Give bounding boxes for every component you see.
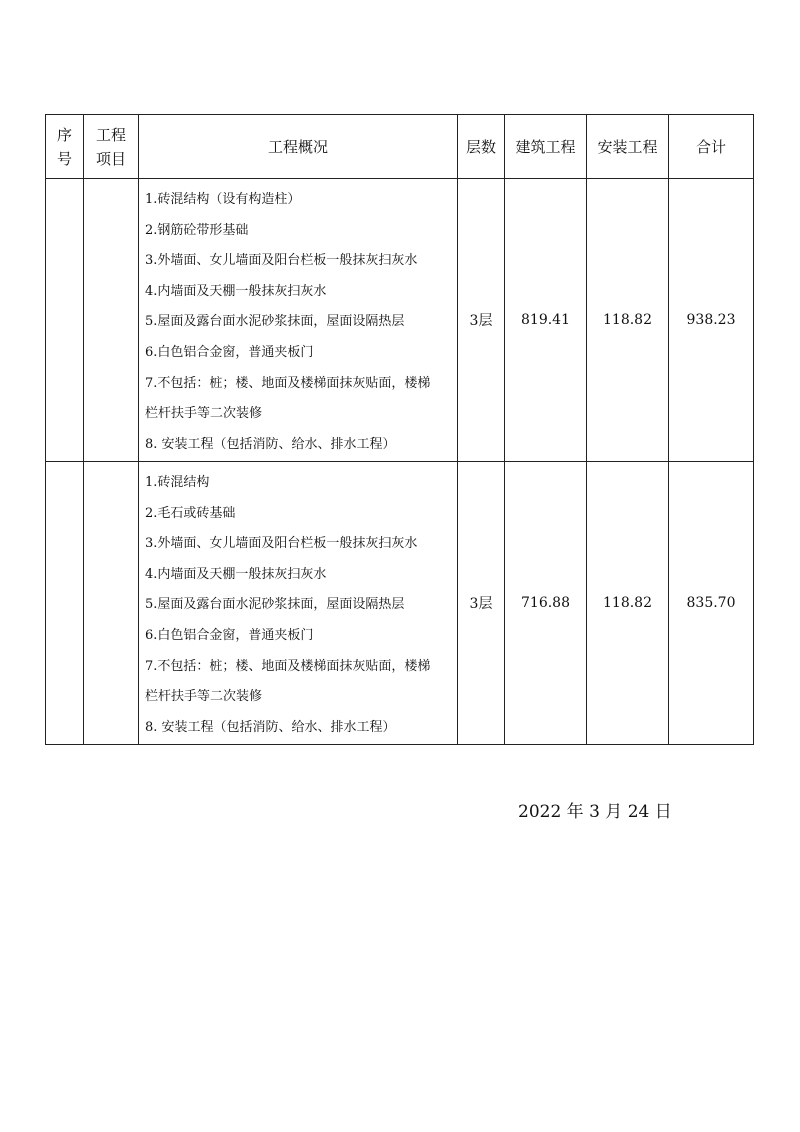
cell-construction: 819.41 [505,179,587,462]
header-floors: 层数 [458,115,505,179]
header-seq-line-1: 序 [56,125,72,144]
overview-line: 8. 安装工程（包括消防、给水、排水工程） [145,719,396,735]
overview-line: 1.砖混结构 [145,475,210,490]
header-item-line-1: 工程 [95,125,126,144]
document-date: 2022 年 3 月 24 日 [518,802,672,822]
overview-line: 3.外墙面、女儿墙面及阳台栏板一般抹灰扫灰水 [145,253,418,269]
cell-installation: 118.82 [587,179,669,462]
overview-line: 7.不包括：桩；楼、地面及楼梯面抹灰贴面，楼梯 [145,658,431,674]
cell-floors: 3层 [458,179,505,462]
cell-total: 938.23 [669,179,754,462]
overview-line: 栏杆扶手等二次装修 [145,689,263,705]
header-overview: 工程概况 [139,115,458,179]
header-construction: 建筑工程 [505,115,587,179]
overview-line: 2.毛石或砖基础 [145,505,236,521]
cell-construction: 716.88 [505,462,587,745]
overview-line: 8. 安装工程（包括消防、给水、排水工程） [145,436,396,452]
cell-overview [139,462,458,745]
overview-line: 3.外墙面、女儿墙面及阳台栏板一般抹灰扫灰水 [145,536,418,552]
cell-installation: 118.82 [587,462,669,745]
overview-line: 6.白色铝合金窗，普通夹板门 [145,344,314,360]
overview-line: 4.内墙面及天棚一般抹灰扫灰水 [145,566,327,582]
cell-seq [46,462,84,745]
overview-line: 1.砖混结构（设有构造柱） [145,192,301,207]
overview-line: 2.钢筋砼带形基础 [145,222,249,238]
overview-line: 栏杆扶手等二次装修 [145,406,263,422]
overview-line: 6.白色铝合金窗，普通夹板门 [145,627,314,643]
cell-overview [139,179,458,462]
overview-line: 5.屋面及露台面水泥砂浆抹面，屋面设隔热层 [145,314,405,330]
table-row [46,179,754,462]
header-item-line-2: 项目 [95,149,126,168]
header-installation: 安装工程 [587,115,669,179]
header-seq-line-2: 号 [56,149,72,168]
header-row [46,115,754,179]
cell-total: 835.70 [669,462,754,745]
table-row [46,462,754,745]
overview-line: 5.屋面及露台面水泥砂浆抹面，屋面设隔热层 [145,597,405,613]
cell-seq [46,179,84,462]
overview-line: 4.内墙面及天棚一般抹灰扫灰水 [145,283,327,299]
project-table [45,114,754,745]
cell-item [84,179,139,462]
header-total: 合计 [669,115,754,179]
cell-floors: 3层 [458,462,505,745]
header-seq [46,115,84,179]
header-item [84,115,139,179]
overview-line: 7.不包括：桩；楼、地面及楼梯面抹灰贴面，楼梯 [145,375,431,391]
cell-item [84,462,139,745]
